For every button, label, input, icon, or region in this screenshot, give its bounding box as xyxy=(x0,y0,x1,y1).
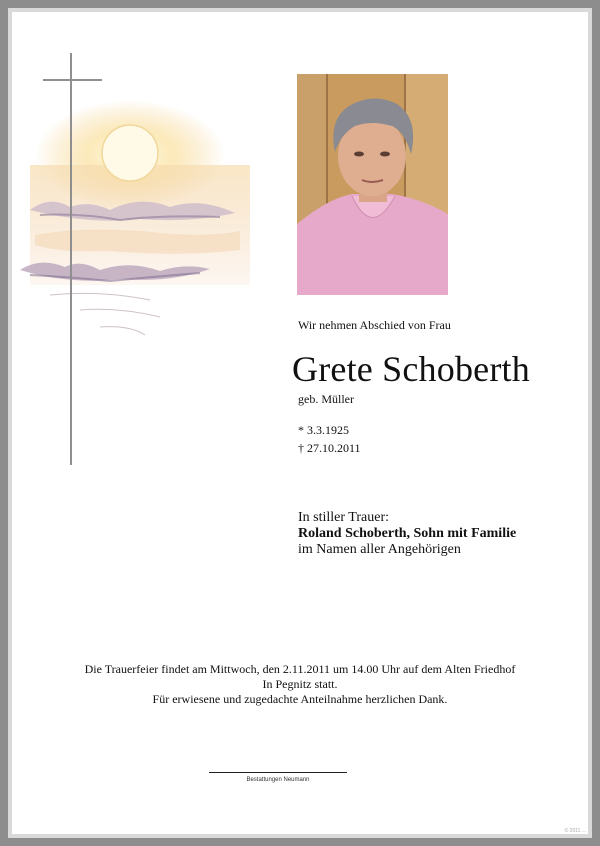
death-date: † 27.10.2011 xyxy=(298,441,361,455)
thanks-line: Für erwiesene und zugedachte Anteilnahme herzlichen Dank. xyxy=(152,692,448,706)
portrait-photo xyxy=(297,74,448,295)
corner-mark: © 2011 ... xyxy=(564,828,586,834)
mourner-relatives: im Namen aller Angehörigen xyxy=(298,542,461,557)
funeral-info-line: Die Trauerfeier findet am Mittwoch, den 2.11.2011 um 14.00 Uhr auf dem Alten Friedhof xyxy=(84,662,516,676)
sun xyxy=(102,125,158,181)
intro-line: Wir nehmen Abschied von Frau xyxy=(298,318,451,332)
funeral-location-line: In Pegnitz statt. xyxy=(262,677,338,691)
eye-left xyxy=(354,152,364,157)
undertaker-name: Bestattungen Neumann xyxy=(246,777,310,783)
birth-date: * 3.3.1925 xyxy=(298,423,349,437)
shore-sketch xyxy=(50,293,160,335)
mourner-names: Roland Schoberth, Sohn mit Familie xyxy=(298,526,517,541)
mourning-heading: In stiller Trauer: xyxy=(298,510,389,525)
deceased-name: Grete Schoberth xyxy=(292,349,530,389)
signature-line xyxy=(209,772,347,773)
maiden-name: geb. Müller xyxy=(298,392,354,406)
cross-sunset-illustration xyxy=(10,45,260,475)
eye-right xyxy=(380,152,390,157)
